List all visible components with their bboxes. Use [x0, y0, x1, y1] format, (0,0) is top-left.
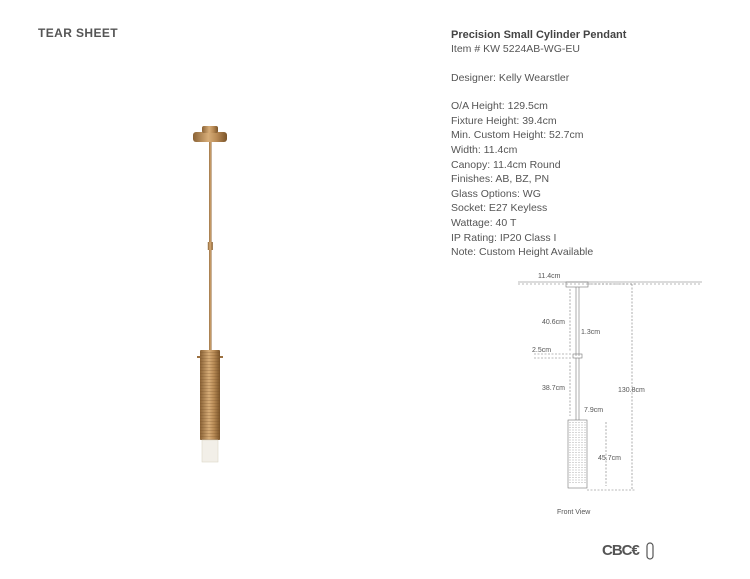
- certification-marks: [602, 542, 654, 560]
- drawing-caption: Front View: [557, 509, 591, 516]
- designer: Designer: Kelly Wearstler: [451, 71, 570, 84]
- dim-canopy-width: 11.4cm: [538, 273, 561, 280]
- product-image: [180, 120, 240, 480]
- spec-block: [451, 28, 741, 260]
- technical-drawing: [512, 270, 712, 520]
- dim-shade-diameter: 7.9cm: [584, 407, 604, 414]
- page-title: TEAR SHEET: [38, 26, 119, 40]
- product-name: Precision Small Cylinder Pendant: [451, 29, 627, 41]
- spec-line: Min. Custom Height: 52.7cm: [451, 129, 584, 142]
- spec-line: Fixture Height: 39.4cm: [451, 114, 557, 127]
- spec-line: Note: Custom Height Available: [451, 246, 594, 259]
- spec-line: IP Rating: IP20 Class I: [451, 231, 557, 244]
- dim-lower-rod: 38.7cm: [542, 385, 565, 392]
- cert-text: CBC€: [602, 542, 639, 559]
- spec-line: Canopy: 11.4cm Round: [451, 158, 561, 171]
- dim-shade-height: 45.7cm: [598, 455, 621, 462]
- dim-upper-rod: 40.6cm: [542, 319, 565, 326]
- dim-coupler: 2.5cm: [532, 347, 552, 354]
- spec-line: Wattage: 40 T: [451, 216, 517, 229]
- item-number: Item # KW 5224AB-WG-EU: [451, 43, 580, 55]
- bulb-icon: [646, 542, 654, 560]
- spec-line: O/A Height: 129.5cm: [451, 100, 548, 113]
- spec-line: Socket: E27 Keyless: [451, 202, 548, 215]
- spec-line: Finishes: AB, BZ, PN: [451, 173, 550, 186]
- spec-line: Glass Options: WG: [451, 187, 541, 200]
- dim-rod-diameter: 1.3cm: [581, 329, 601, 336]
- dim-overall: 130.8cm: [618, 387, 645, 394]
- spec-line: Width: 11.4cm: [451, 143, 518, 156]
